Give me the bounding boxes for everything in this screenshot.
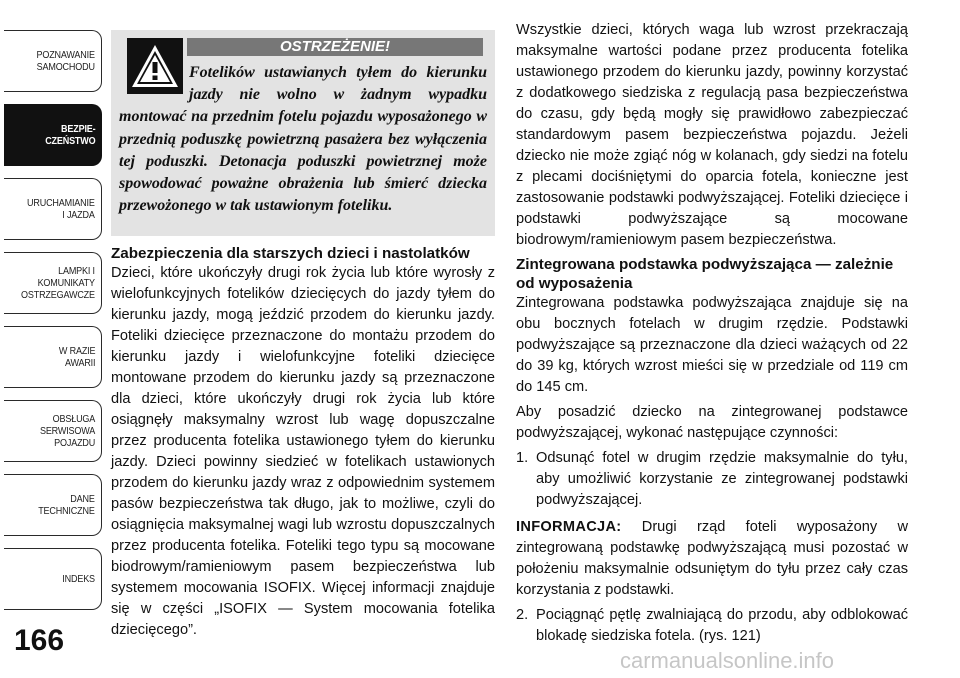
body-paragraph: Dzieci, które ukończyły drugi rok życia lub które wyrosły z wielofunkcyjnych fotelików dziecięcych do jazdy tyłem do kierunku jazdy, mogą jeździć przodem do kierunku jazdy. Foteliki dziecięce przeznaczone do montażu przodem do kierunku jazdy i wielofunkcyjne foteliki dziecięce montowane przodem do kierunku jazdy są przeznaczone dla dzieci, które ukończyły drugi rok życia lub które osiągnęły maksymalny wzrost lub wagę dopuszczalne przez producenta fotelika ustawionego tyłem do kierunku jazdy. Dzieci powinny siedzieć w fotelikach ustawionych przodem do kierunku jazdy wraz z odpowiednim systemem pasów bezpieczeństwa tak długo, jak to możliwe, czyli do osiągnięcia maksymalnej wagi lub wzrostu dopuszczalnych przez producenta fotelika. Foteliki tego typu są mocowane biodrowym/ramieniowym pasem bezpieczeństwa lub systemem mocowania ISOFIX. Więcej informacji znajduje się w części „ISOFIX — System mocowania fotelika dziecięcego”. xyxy=(111,265,495,638)
page-number: 166 xyxy=(14,624,65,657)
info-paragraph xyxy=(516,517,908,601)
tab-bezpieczenstwo[interactable] xyxy=(4,104,102,166)
tab-label: URUCHAMIANIE I JAZDA xyxy=(27,197,95,221)
warning-header: OSTRZEŻENIE! xyxy=(187,38,483,56)
tab-label: LAMPKI I KOMUNIKATY OSTRZEGAWCZE xyxy=(21,265,95,301)
list-text: Pociągnąć pętlę zwalniającą do przodu, aby odblokować blokadę siedziska fotela. (rys. 121) xyxy=(536,607,908,644)
warning-text: Fotelików ustawianych tyłem do kierunku jazdy nie wolno w żadnym wypadku montować na przednim fotelu pojazdu wyposażonego w przednią poduszkę powietrzną pasażera bez wyłączenia tej poduszki. Detonacja poduszki powietrznej może spowodować poważne obrażenia lub śmierć dziecka przewożonego w tak ustawionym foteliku. xyxy=(119,64,487,215)
list-item xyxy=(516,448,908,511)
tab-uruchamianie-i-jazda[interactable] xyxy=(4,178,102,240)
tab-label: W RAZIE AWARII xyxy=(58,345,95,369)
body-paragraph: Wszystkie dzieci, których waga lub wzrost przekraczają maksymalne wartości podane przez producenta fotelika ustawionego przodem do kierunku jazdy, powinny korzystać z dodatkowego siedziska z regulacją pasa bezpieczeństwa do czasu, gdy będą mogły się prawidłowo zabezpieczać standardowym pasem bezpieczeństwa pojazdu. Jeżeli dziecko nie może zgiąć nóg w kolanach, gdy siedzi na fotelu z plecami dociśniętymi do oparcia fotela, konieczne jest zastosowanie podstawki podwyższającej. Foteliki dziecięce i podstawki podwyższające są mocowane biodrowym/ramieniowym pasem bezpieczeństwa. xyxy=(516,22,908,248)
body-paragraph: Zintegrowana podstawka podwyższająca znajduje się na obu bocznych fotelach w drugim rzędzie. Podstawki podwyższające są przeznaczone dla dzieci ważących od 22 do 39 kg, których wzrost mieści się w przedziale od 119 cm do 145 cm. xyxy=(516,295,908,395)
list-number: 1. xyxy=(516,450,529,466)
tab-label: BEZPIE- CZEŃSTWO xyxy=(44,123,95,147)
info-label: INFORMACJA: xyxy=(516,519,622,535)
list-item xyxy=(516,605,908,647)
tab-lampki-i-komunikaty[interactable] xyxy=(4,252,102,314)
section-heading: Zabezpieczenia dla starszych dzieci i nastolatków xyxy=(111,245,470,262)
watermark: carmanualsonline.info xyxy=(620,648,835,673)
section-heading: Zintegrowana podstawka podwyższająca — zależnie od wyposażenia xyxy=(516,256,894,292)
tab-label: INDEKS xyxy=(62,573,95,585)
left-column xyxy=(111,244,495,645)
tab-label: POZNAWANIE SAMOCHODU xyxy=(36,49,95,73)
list-text: Odsunąć fotel w drugim rzędzie maksymalnie do tyłu, aby umożliwić korzystanie ze zintegrowanej podstawki podwyższającej. xyxy=(536,450,908,508)
tab-poznawanie-samochodu[interactable] xyxy=(4,30,102,92)
tab-label: OBSŁUGA SERWISOWA POJAZDU xyxy=(39,413,95,449)
tab-dane-techniczne[interactable] xyxy=(4,474,102,536)
tab-obsluga-serwisowa[interactable] xyxy=(4,400,102,462)
right-column xyxy=(516,20,908,653)
body-paragraph: Aby posadzić dziecko na zintegrowanej podstawce podwyższającej, wykonać następujące czynności: xyxy=(516,404,908,441)
tab-w-razie-awarii[interactable] xyxy=(4,326,102,388)
tab-indeks[interactable] xyxy=(4,548,102,610)
list-number: 2. xyxy=(516,607,529,623)
info-text: Drugi rząd foteli wyposażony w zintegrowaną podstawkę podwyższającą musi pozostać w położeniu maksymalnie odsuniętym do tyłu przez cały czas korzystania z podstawki. xyxy=(516,519,908,598)
warning-box xyxy=(111,30,495,236)
tab-label: DANE TECHNICZNE xyxy=(38,493,95,517)
